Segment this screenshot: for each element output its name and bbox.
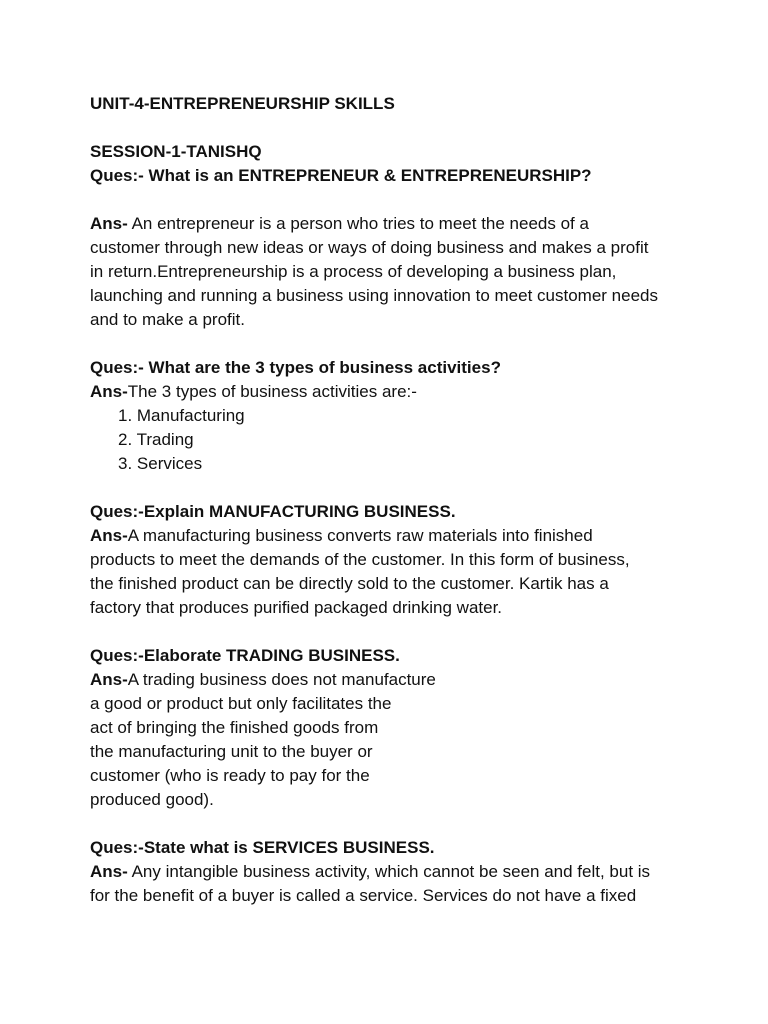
session-title: SESSION-1-TANISHQ <box>90 142 262 161</box>
answer-label: Ans- <box>90 526 128 545</box>
question-topic: SERVICES BUSINESS. <box>252 838 435 857</box>
answer-4-line-4: the manufacturing unit to the buyer or <box>90 742 373 761</box>
question-topic: TRADING BUSINESS. <box>226 646 400 665</box>
answer-3-line-4: factory that produces purified packaged drinking water. <box>90 598 503 617</box>
answer-3-line-1 <box>90 524 708 548</box>
answer-label: Ans- <box>90 862 128 881</box>
answer-4-line-5: customer (who is ready to pay for the <box>90 766 370 785</box>
question-prefix: Ques:-State what is <box>90 838 253 857</box>
spacer <box>90 620 708 644</box>
answer-label: Ans- <box>90 214 128 233</box>
spacer <box>90 332 708 356</box>
answer-4-line-1 <box>90 668 708 692</box>
answer-label: Ans- <box>90 382 128 401</box>
question-prefix: Ques:-Explain <box>90 502 210 521</box>
spacer <box>90 812 708 836</box>
business-activities-list <box>90 404 708 476</box>
answer-5-line-2: for the benefit of a buyer is called a service. Services do not have a fixed <box>90 886 637 905</box>
answer-1-line-1 <box>90 212 708 236</box>
question-4 <box>90 644 708 668</box>
answer-text: A trading business does not manufacture <box>127 670 436 689</box>
answer-4-line-6: produced good). <box>90 790 214 809</box>
answer-text: An entrepreneur is a person who tries to meet the needs of a <box>127 214 589 233</box>
question-prefix: Ques:-Elaborate <box>90 646 227 665</box>
question-5 <box>90 836 708 860</box>
spacer <box>90 476 708 500</box>
answer-1-line-5: and to make a profit. <box>90 310 245 329</box>
question-2: Ques:- What are the 3 types of business activities? <box>90 358 501 377</box>
answer-3-line-2: products to meet the demands of the customer. In this form of business, <box>90 550 630 569</box>
answer-3-line-3: the finished product can be directly sold to the customer. Kartik has a <box>90 574 609 593</box>
spacer <box>90 188 708 212</box>
answer-5-line-1 <box>90 860 708 884</box>
answer-2-line-1 <box>90 380 708 404</box>
answer-text: The 3 types of business activities are:- <box>127 382 417 401</box>
list-item-manufacturing: 1. Manufacturing <box>118 406 245 425</box>
unit-title: UNIT-4-ENTREPRENEURSHIP SKILLS <box>90 94 395 113</box>
answer-1-line-3: in return.Entrepreneurship is a process of developing a business plan, <box>90 262 617 281</box>
answer-4-line-2: a good or product but only facilitates the <box>90 694 392 713</box>
question-1: Ques:- What is an ENTREPRENEUR & ENTREPRENEURSHIP? <box>90 166 592 185</box>
list-item-trading: 2. Trading <box>118 430 194 449</box>
spacer <box>90 116 708 140</box>
answer-1-line-2: customer through new ideas or ways of doing business and makes a profit <box>90 238 649 257</box>
question-topic: MANUFACTURING BUSINESS. <box>209 502 456 521</box>
list-item-services: 3. Services <box>118 454 203 473</box>
question-3 <box>90 500 708 524</box>
answer-4-line-3: act of bringing the finished goods from <box>90 718 379 737</box>
answer-text: Any intangible business activity, which cannot be seen and felt, but is <box>127 862 651 881</box>
answer-text: A manufacturing business converts raw materials into finished <box>127 526 593 545</box>
answer-label: Ans- <box>90 670 128 689</box>
answer-1-line-4: launching and running a business using innovation to meet customer needs <box>90 286 658 305</box>
